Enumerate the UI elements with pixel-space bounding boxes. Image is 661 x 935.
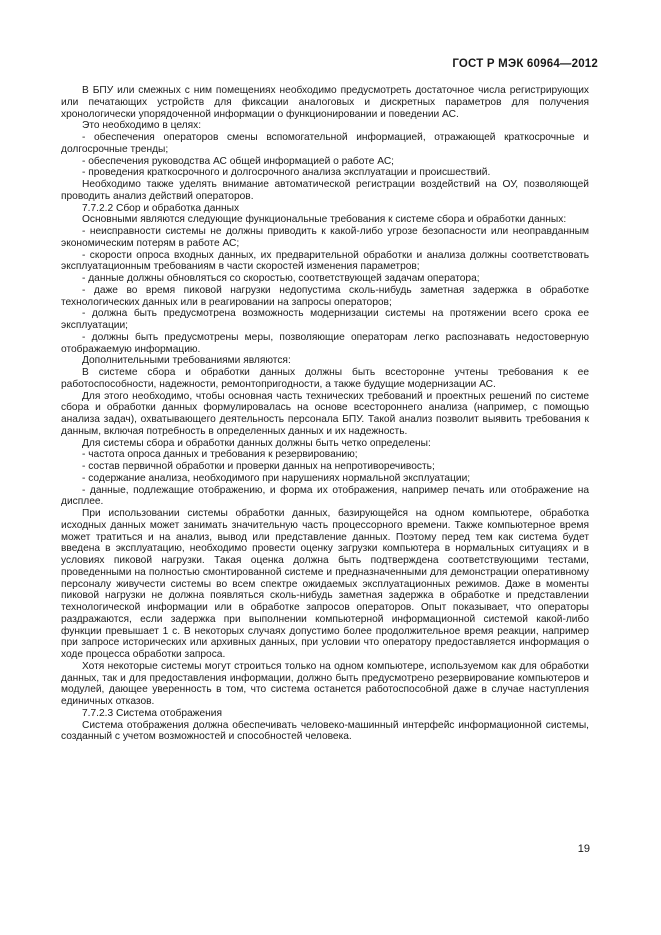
paragraph: Необходимо также уделять внимание автоматической регистрации воздействий на ОУ, позволяющей проводить анализ действий операторов.: [61, 179, 589, 202]
paragraph: Основными являются следующие функциональные требования к системе сбора и обработки данных:: [82, 214, 567, 226]
list-item: - обеспечения операторов смены вспомогательной информацией, отражающей краткосрочные и долгосрочные тренды;: [61, 132, 589, 155]
list-item: - содержание анализа, необходимого при нарушениях нормальной эксплуатации;: [82, 472, 471, 484]
page-number: 19: [577, 843, 590, 855]
list-item: - должна быть предусмотрена возможность модернизации системы на протяжении всего срока ее эксплуатации;: [61, 308, 589, 331]
list-item: - состав первичной обработки и проверки данных на непротиворечивость;: [82, 461, 435, 472]
paragraph: Система отображения должна обеспечивать человеко-машинный интерфейс информационной системы, созданный с учетом возможностей и способностей человека.: [61, 719, 589, 743]
paragraph: Это необходимо в целях:: [82, 120, 202, 132]
list-item: - данные должны обновляться со скоростью, соответствующей задачам оператора;: [82, 273, 480, 284]
document-header: ГОСТ Р МЭК 60964—2012: [452, 58, 598, 70]
paragraph: Хотя некоторые системы могут строиться только на одном компьютере, используемом как для обработки данных, так и для предоставления информации, должно быть предусмотрено резервирование компьютеров и модулей, дающее уверенность в том, что система останется работоспособной даже в случае наступления единичных отказов.: [61, 660, 589, 707]
paragraph: В БПУ или смежных с ним помещениях необходимо предусмотреть достаточное числа регистрирующих или печатающих устройств для фиксации аналоговых и дискретных параметров для получения хронологически упорядоченной информации о функционировании и поведении АС.: [61, 85, 589, 120]
section-heading: 7.7.2.2 Сбор и обработка данных: [82, 202, 240, 214]
paragraph: Дополнительными требованиями являются:: [82, 355, 291, 367]
list-item: - проведения краткосрочного и долгосрочного анализа эксплуатации и происшествий.: [82, 167, 491, 179]
section-heading: 7.7.2.3 Система отображения: [82, 707, 222, 719]
paragraph: Для системы сбора и обработки данных должны быть четко определены:: [82, 437, 431, 449]
paragraph: При использовании системы обработки данных, базирующейся на одном компьютере, обработка исходных данных может занимать значительную часть процессорного времени. Также компьютерное время может тратиться и на анализ, вывод или представление данных. Поэтому перед тем как система будет введена в эксплуатацию, необходимо провести оценку загрузки компьютера в нормальных ситуациях и в условиях пиковой нагрузки. Такая оценка должна быть подтверждена соответствующими тестами, проведенными на полностью смонтированной системе и предназначенными для демонстрации оперативному персоналу живучести системы во всем спектре ожидаемых эксплуатационных режимов. Даже в моменты пиковой нагрузки не должна появляться сколь-нибудь заметная задержка в обработке и представлении технологической информации или в обработке запросов операторов. Опыт показывает, что операторы раздражаются, если задержка при выполнении компьютерной информационной системой какой-либо функции превышает 1 с. В некоторых случаях допустимо более продолжительное время реакции, например при запросе исторических или архивных данных, при условии что оператору предоставляется информация о ходе процесса обработки запроса.: [61, 508, 589, 660]
document-body: [61, 85, 589, 743]
list-item: - неисправности системы не должны приводить к какой-либо угрозе безопасности или неоправданным экономическим потерям в работе АС;: [61, 226, 589, 249]
list-item: - скорости опроса входных данных, их предварительной обработки и анализа должны соответствовать эксплуатационным требованиям в части скоростей изменения параметров;: [61, 249, 589, 273]
list-item: - обеспечения руководства АС общей информацией о работе АС;: [82, 155, 395, 167]
list-item: - частота опроса данных и требования к резервированию;: [82, 449, 358, 461]
list-item: - должны быть предусмотрены меры, позволяющие операторам легко распознавать недостоверную отображаемую информацию.: [61, 331, 589, 355]
list-item: - данные, подлежащие отображению, и форма их отображения, например печать или отображение на дисплее.: [61, 484, 589, 508]
paragraph: Для этого необходимо, чтобы основная часть технических требований и проектных решений по системе сбора и обработки данных формулировалась на основе всестороннего анализа (например, с помощью анализа задач), охватывающего деятельность персонала БПУ. Такой анализ позволит выявить требования к данным, включая потребность в определенных данных и их надежность.: [61, 390, 589, 437]
list-item: - даже во время пиковой нагрузки недопустима сколь-нибудь заметная задержка в обработке технологических данных или в реагировании на запросы операторов;: [61, 284, 589, 308]
paragraph: В системе сбора и обработки данных должны быть всесторонне учтены требования к ее работоспособности, надежности, ремонтопригодности, а также будущие модернизации АС.: [61, 367, 589, 390]
